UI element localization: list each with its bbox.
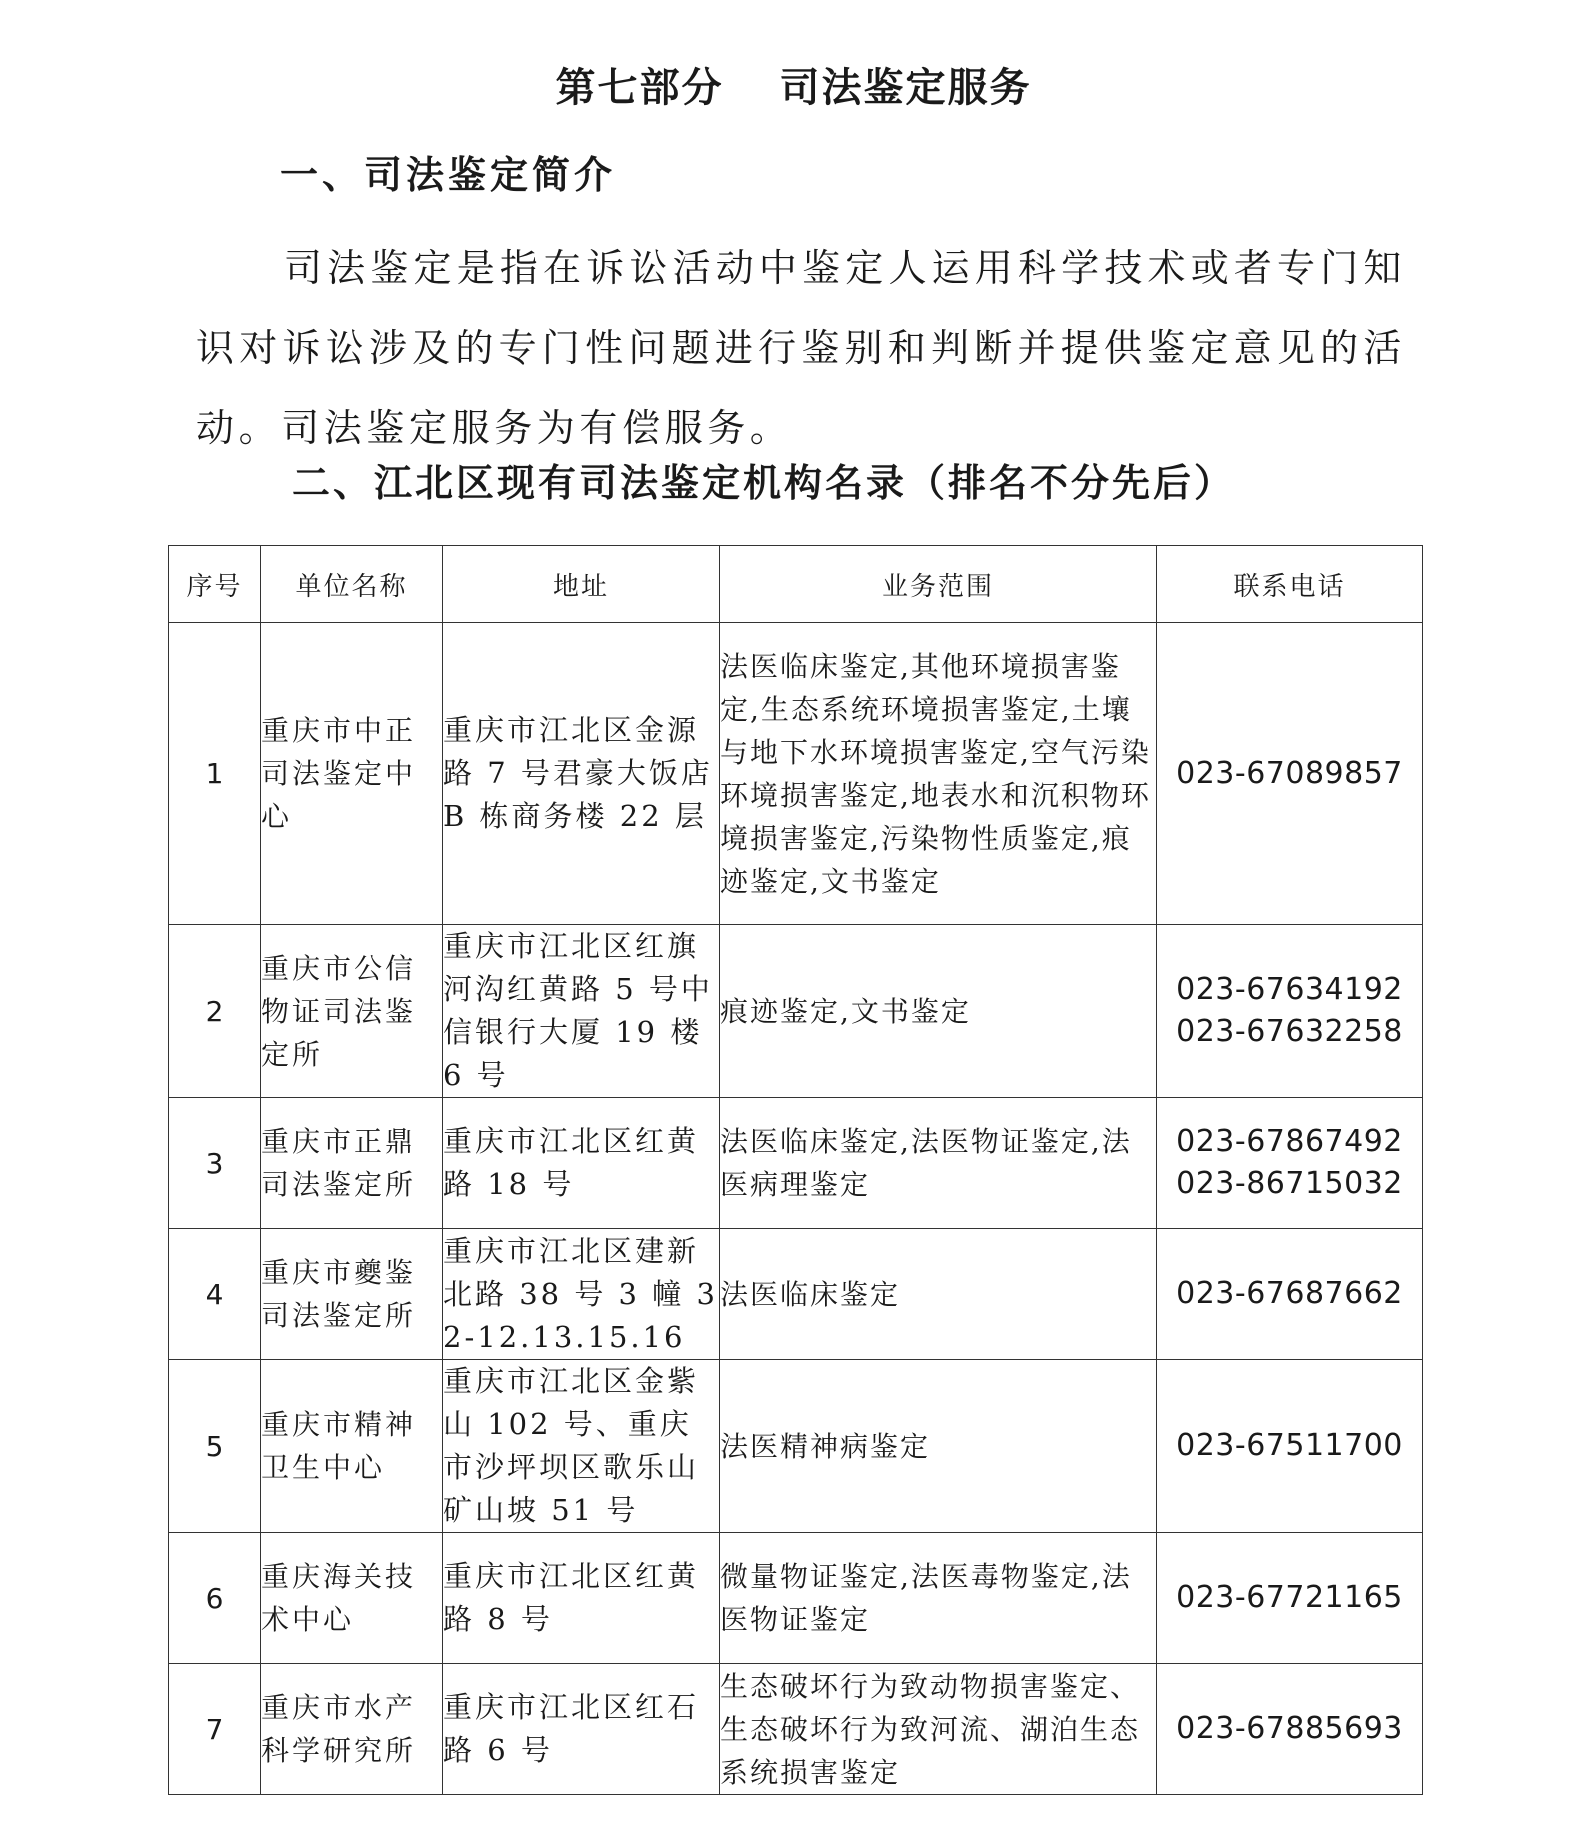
table-row (169, 1098, 1423, 1229)
table-row (169, 1664, 1423, 1795)
row-scope: 生态破坏行为致动物损害鉴定、生态破坏行为致河流、湖泊生态系统损害鉴定 (720, 1664, 1157, 1795)
row-phone (1157, 1098, 1423, 1229)
table-row (169, 1360, 1423, 1533)
phone-number: 023-67721165 (1176, 1580, 1403, 1615)
row-phone (1157, 1229, 1423, 1360)
phone-number: 023-67885693 (1176, 1711, 1403, 1746)
header-phone: 联系电话 (1157, 546, 1423, 623)
phone-number: 023-67687662 (1176, 1276, 1403, 1311)
row-name: 重庆市中正司法鉴定中心 (261, 623, 443, 925)
agency-table (168, 545, 1423, 1795)
row-address: 重庆市江北区红石路 6 号 (443, 1664, 720, 1795)
header-address: 地址 (443, 546, 720, 623)
row-seq: 2 (169, 925, 261, 1098)
row-address: 重庆市江北区建新北路 38 号 3 幢 32-12.13.15.16 (443, 1229, 720, 1360)
row-seq: 1 (169, 623, 261, 925)
row-name: 重庆市夔鉴司法鉴定所 (261, 1229, 443, 1360)
row-address: 重庆市江北区红黄路 8 号 (443, 1533, 720, 1664)
row-address: 重庆市江北区红黄路 18 号 (443, 1098, 720, 1229)
header-seq: 序号 (169, 546, 261, 623)
row-address: 重庆市江北区金源路 7 号君豪大饭店 B 栋商务楼 22 层 (443, 623, 720, 925)
row-address: 重庆市江北区红旗河沟红黄路 5 号中信银行大厦 19 楼 6 号 (443, 925, 720, 1098)
phone-number: 023-67089857 (1176, 755, 1403, 791)
header-scope: 业务范围 (720, 546, 1157, 623)
table-row (169, 623, 1423, 925)
page-title (0, 62, 1587, 114)
row-seq: 5 (169, 1360, 261, 1533)
section-heading-intro: 一、司法鉴定简介 (280, 152, 617, 197)
row-scope: 法医精神病鉴定 (720, 1360, 1157, 1533)
row-phone (1157, 1664, 1423, 1795)
row-scope: 痕迹鉴定,文书鉴定 (720, 925, 1157, 1098)
row-seq: 4 (169, 1229, 261, 1360)
row-name: 重庆市精神卫生中心 (261, 1360, 443, 1533)
title-name: 司法鉴定服务 (779, 65, 1032, 111)
row-name: 重庆市公信物证司法鉴定所 (261, 925, 443, 1098)
title-part: 第七部分 (555, 65, 724, 111)
table-row (169, 925, 1423, 1098)
row-name: 重庆市正鼎司法鉴定所 (261, 1098, 443, 1229)
table-row (169, 1229, 1423, 1360)
table-header-row (169, 546, 1423, 623)
row-name: 重庆海关技术中心 (261, 1533, 443, 1664)
row-scope: 微量物证鉴定,法医毒物鉴定,法医物证鉴定 (720, 1533, 1157, 1664)
row-address: 重庆市江北区金紫山 102 号、重庆市沙坪坝区歌乐山矿山坡 51 号 (443, 1360, 720, 1533)
row-scope: 法医临床鉴定,法医物证鉴定,法医病理鉴定 (720, 1098, 1157, 1229)
row-seq: 7 (169, 1664, 261, 1795)
row-scope: 法医临床鉴定 (720, 1229, 1157, 1360)
intro-paragraph: 司法鉴定是指在诉讼活动中鉴定人运用科学技术或者专门知识对诉讼涉及的专门性问题进行鉴别和判断并提供鉴定意见的活动。司法鉴定服务为有偿服务。 (196, 246, 1406, 450)
row-scope: 法医临床鉴定,其他环境损害鉴定,生态系统环境损害鉴定,土壤与地下水环境损害鉴定,空气污染环境损害鉴定,地表水和沉积物环境损害鉴定,污染物性质鉴定,痕迹鉴定,文书鉴定 (720, 623, 1157, 925)
phone-number: 023-67867492 (1176, 1124, 1403, 1159)
phone-number: 023-67632258 (1176, 1014, 1403, 1049)
row-seq: 3 (169, 1098, 261, 1229)
header-name: 单位名称 (261, 546, 443, 623)
phone-number: 023-67634192 (1176, 972, 1403, 1007)
table-row (169, 1533, 1423, 1664)
row-phone (1157, 623, 1423, 925)
section-heading-directory: 二、江北区现有司法鉴定机构名录（排名不分先后） (292, 460, 1236, 505)
row-name: 重庆市水产科学研究所 (261, 1664, 443, 1795)
row-phone (1157, 1360, 1423, 1533)
row-seq: 6 (169, 1533, 261, 1664)
row-phone (1157, 1533, 1423, 1664)
phone-number: 023-86715032 (1176, 1166, 1403, 1201)
phone-number: 023-67511700 (1176, 1428, 1403, 1463)
row-phone (1157, 925, 1423, 1098)
